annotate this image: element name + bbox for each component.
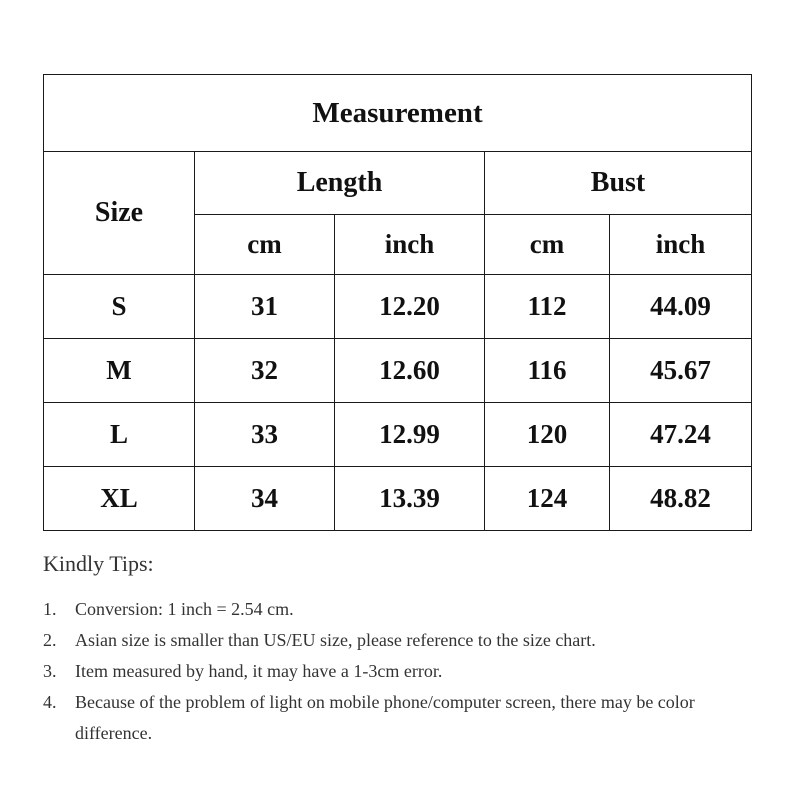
bust-group-header: Bust bbox=[485, 152, 752, 215]
table-row bbox=[44, 275, 752, 339]
bust-cm-cell: 116 bbox=[485, 339, 610, 403]
kindly-tips bbox=[43, 548, 773, 749]
bust-cm-cell: 124 bbox=[485, 467, 610, 531]
length-group-header: Length bbox=[195, 152, 485, 215]
table-title: Measurement bbox=[44, 75, 752, 152]
length-inch-cell: 13.39 bbox=[335, 467, 485, 531]
tip-number: 4. bbox=[43, 692, 57, 712]
tip-text: Conversion: 1 inch = 2.54 cm. bbox=[75, 599, 294, 619]
tips-title: Kindly Tips: bbox=[43, 551, 154, 576]
length-cm-cell: 33 bbox=[195, 403, 335, 467]
bust-cm-cell: 112 bbox=[485, 275, 610, 339]
length-cm-cell: 31 bbox=[195, 275, 335, 339]
tip-number: 3. bbox=[43, 661, 57, 681]
tip-number: 1. bbox=[43, 599, 57, 619]
tip-number: 2. bbox=[43, 630, 57, 650]
size-cell: L bbox=[44, 403, 195, 467]
size-cell: XL bbox=[44, 467, 195, 531]
length-inch-cell: 12.99 bbox=[335, 403, 485, 467]
table-row bbox=[44, 339, 752, 403]
list-item bbox=[43, 625, 773, 656]
length-inch-cell: 12.60 bbox=[335, 339, 485, 403]
size-cell: S bbox=[44, 275, 195, 339]
length-inch-header: inch bbox=[335, 215, 485, 275]
length-cm-header: cm bbox=[195, 215, 335, 275]
list-item bbox=[43, 687, 773, 749]
bust-cm-header: cm bbox=[485, 215, 610, 275]
tip-text: Because of the problem of light on mobile phone/computer screen, there may be color difference. bbox=[75, 692, 695, 743]
length-cm-cell: 32 bbox=[195, 339, 335, 403]
length-inch-cell: 12.20 bbox=[335, 275, 485, 339]
table-row bbox=[44, 467, 752, 531]
size-cell: M bbox=[44, 339, 195, 403]
bust-inch-cell: 47.24 bbox=[610, 403, 752, 467]
length-cm-cell: 34 bbox=[195, 467, 335, 531]
size-chart-table bbox=[43, 74, 752, 531]
bust-inch-cell: 45.67 bbox=[610, 339, 752, 403]
table-row bbox=[44, 403, 752, 467]
bust-inch-cell: 44.09 bbox=[610, 275, 752, 339]
bust-inch-header: inch bbox=[610, 215, 752, 275]
bust-cm-cell: 120 bbox=[485, 403, 610, 467]
bust-inch-cell: 48.82 bbox=[610, 467, 752, 531]
list-item bbox=[43, 656, 773, 687]
tip-text: Asian size is smaller than US/EU size, please reference to the size chart. bbox=[75, 630, 596, 650]
tip-text: Item measured by hand, it may have a 1-3cm error. bbox=[75, 661, 443, 681]
size-column-header: Size bbox=[44, 152, 195, 275]
tips-list bbox=[43, 594, 773, 749]
list-item bbox=[43, 594, 773, 625]
